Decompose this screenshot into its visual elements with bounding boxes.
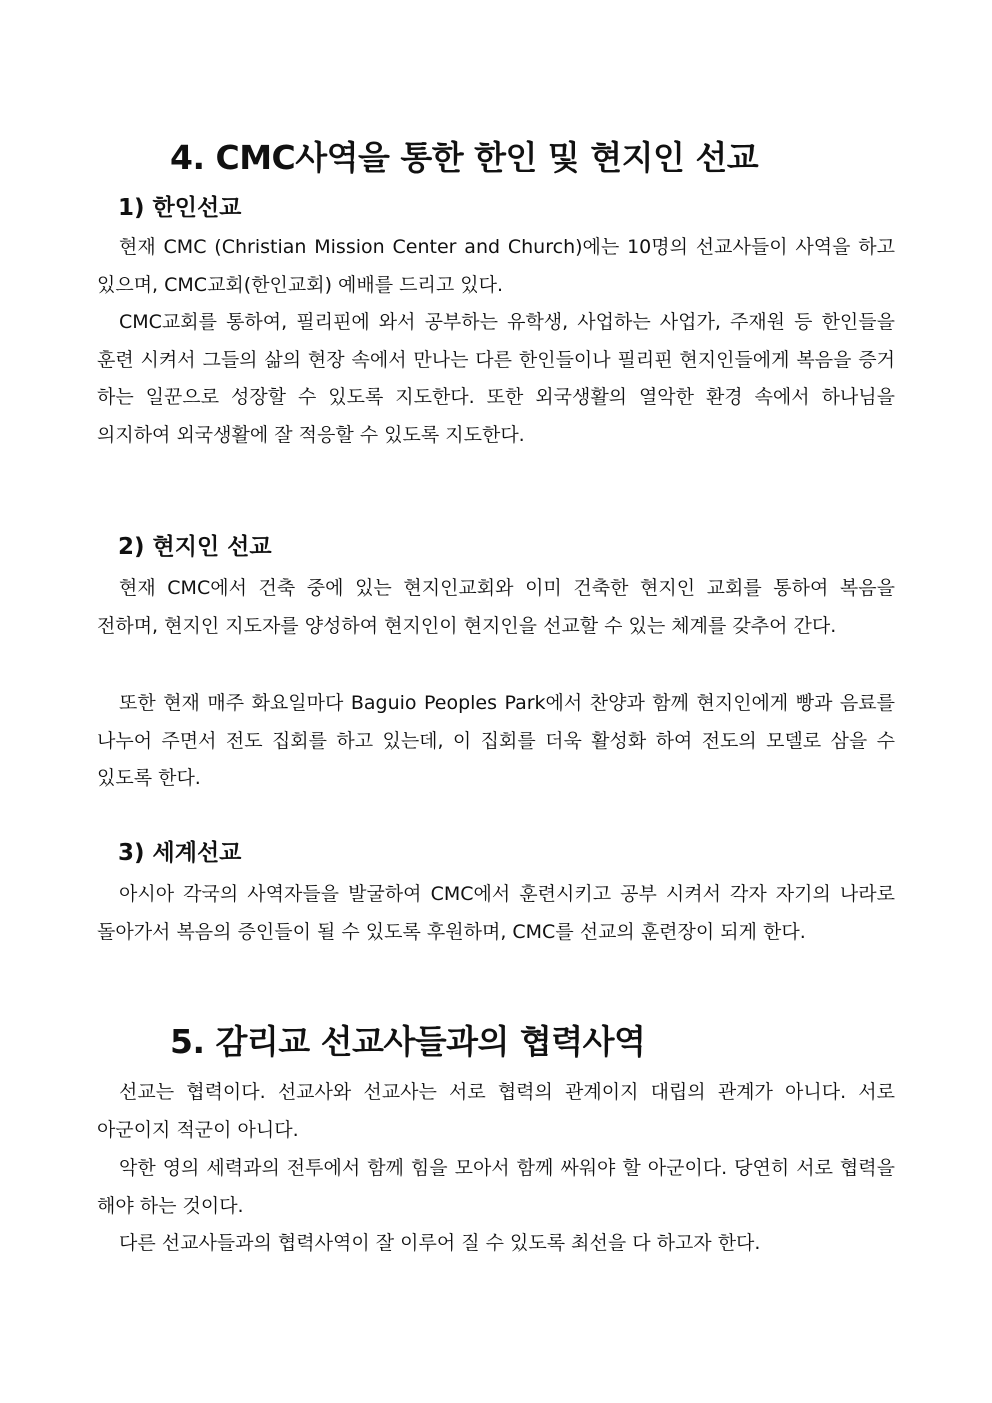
subsection-1-heading: 1) 한인선교 bbox=[118, 195, 242, 221]
paragraph: 선교는 협력이다. 선교사와 선교사는 서로 협력의 관계이지 대립의 관계가 아니다. 서로 아군이지 적군이 아니다. bbox=[97, 1081, 895, 1141]
paragraph: 아시아 각국의 사역자들을 발굴하여 CMC에서 훈련시키고 공부 시켜서 각자 자기의 나라로 돌아가서 복음의 증인들이 될 수 있도록 후원하며, CMC를 선교의 훈련장이 되게 한다. bbox=[97, 883, 895, 943]
paragraph: CMC교회를 통하여, 필리핀에 와서 공부하는 유학생, 사업하는 사업가, 주재원 등 한인들을 훈련 시켜서 그들의 삶의 현장 속에서 만나는 다른 한인들이나 필리핀 현지인들에게 복음을 증거 하는 일꾼으로 성장할 수 있도록 지도한다. 또한 외국생활의 열악한 환경 속에서 하나님을 의지하여 외국생활에 잘 적응할 수 있도록 지도한다. bbox=[97, 311, 895, 446]
subsection-3-heading: 3) 세계선교 bbox=[118, 840, 242, 866]
paragraph: 악한 영의 세력과의 전투에서 함께 힘을 모아서 함께 싸워야 할 아군이다. 당연히 서로 협력을 해야 하는 것이다. bbox=[97, 1157, 895, 1217]
paragraph: 또한 현재 매주 화요일마다 Baguio Peoples Park에서 찬양과 함께 현지인에게 빵과 음료를 나누어 주면서 전도 집회를 하고 있는데, 이 집회를 더욱 활성화 하여 전도의 모델로 삼을 수 있도록 한다. bbox=[97, 692, 895, 789]
paragraph: 현재 CMC에서 건축 중에 있는 현지인교회와 이미 건축한 현지인 교회를 통하여 복음을 전하며, 현지인 지도자를 양성하여 현지인이 현지인을 선교할 수 있는 체계를 갖추어 간다. bbox=[97, 577, 895, 637]
subsection-2-heading: 2) 현지인 선교 bbox=[118, 534, 272, 560]
section-4-heading: 4. CMC사역을 통한 한인 및 현지인 선교 bbox=[170, 138, 759, 177]
paragraph: 다른 선교사들과의 협력사역이 잘 이루어 질 수 있도록 최선을 다 하고자 한다. bbox=[119, 1232, 761, 1254]
paragraph: 현재 CMC (Christian Mission Center and Church)에는 10명의 선교사들이 사역을 하고 있으며, CMC교회(한인교회) 예배를 드리고 있다. bbox=[97, 236, 895, 296]
section-5-heading: 5. 감리교 선교사들과의 협력사역 bbox=[170, 1022, 646, 1061]
